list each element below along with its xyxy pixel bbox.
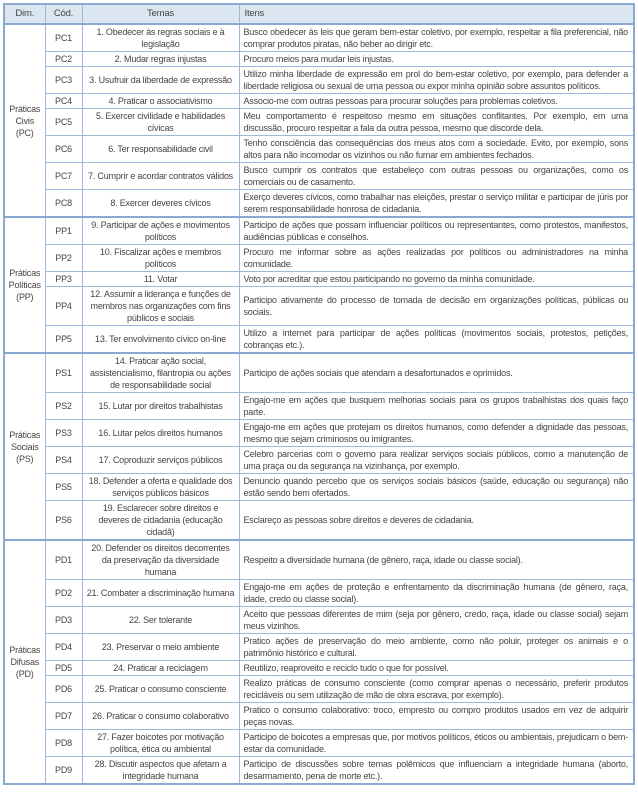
theme-cell: 24. Praticar a reciclagem xyxy=(82,661,239,676)
table-row xyxy=(4,474,634,501)
theme-cell: 5. Exercer civilidade e habilidades cívicas xyxy=(82,109,239,136)
code-cell: PD1 xyxy=(45,540,82,580)
table-row xyxy=(4,287,634,326)
theme-cell: 27. Fazer boicotes por motivação política, ética ou ambiental xyxy=(82,730,239,757)
code-cell: PS2 xyxy=(45,393,82,420)
table-row xyxy=(4,136,634,163)
table-row xyxy=(4,163,634,190)
dimension-cell: Práticas Sociais (PS) xyxy=(4,353,45,540)
table-row xyxy=(4,730,634,757)
table-row xyxy=(4,217,634,245)
item-cell: Pratico ações de preservação do meio ambiente, como não poluir, proteger os animais e o patrimônio histórico e cultural. xyxy=(239,634,634,661)
item-cell: Engajo-me em ações de proteção e enfrentamento da discriminação humana (de gênero, raça, idade, credo ou classe social). xyxy=(239,580,634,607)
table-row xyxy=(4,109,634,136)
table-row xyxy=(4,501,634,541)
item-cell: Utilizo a internet para participar de ações políticas (movimentos sociais, protestos, petições, cobranças etc.). xyxy=(239,326,634,354)
code-cell: PC1 xyxy=(45,24,82,52)
code-cell: PD4 xyxy=(45,634,82,661)
item-cell: Reutilizo, reaproveito e reciclo tudo o que for possível. xyxy=(239,661,634,676)
theme-cell: 17. Coproduzir serviços públicos xyxy=(82,447,239,474)
item-cell: Participo ativamente do processo de tomada de decisão em organizações políticas, públicas ou sociais. xyxy=(239,287,634,326)
item-cell: Esclareço as pessoas sobre direitos e deveres de cidadania. xyxy=(239,501,634,541)
theme-cell: 8. Exercer deveres cívicos xyxy=(82,190,239,218)
code-cell: PP2 xyxy=(45,245,82,272)
theme-cell: 28. Discutir aspectos que afetam a integridade humana xyxy=(82,757,239,785)
table-body xyxy=(4,24,634,784)
item-cell: Voto por acreditar que estou participando no governo da minha comunidade. xyxy=(239,272,634,287)
item-cell: Associo-me com outras pessoas para procurar soluções para problemas coletivos. xyxy=(239,94,634,109)
code-cell: PD7 xyxy=(45,703,82,730)
code-cell: PC8 xyxy=(45,190,82,218)
theme-cell: 1. Obedecer às regras sociais e à legislação xyxy=(82,24,239,52)
code-cell: PD5 xyxy=(45,661,82,676)
item-cell: Participo de ações que possam influenciar políticos ou representantes, como protestos, manifestos, audiências públicas e conselhos. xyxy=(239,217,634,245)
table-row xyxy=(4,420,634,447)
theme-cell: 3. Usufruir da liberdade de expressão xyxy=(82,67,239,94)
table-row xyxy=(4,676,634,703)
column-header-cod: Cód. xyxy=(45,4,82,24)
table-row xyxy=(4,607,634,634)
item-cell: Exerço deveres cívicos, como trabalhar nas eleições, prestar o serviço militar e participar de júris por serem responsabilidade honrosa de cidadania. xyxy=(239,190,634,218)
theme-cell: 14. Praticar ação social, assistencialismo, filantropia ou ações de responsabilidade social xyxy=(82,353,239,393)
code-cell: PD8 xyxy=(45,730,82,757)
item-cell: Engajo-me em ações que busquem melhorias sociais para os grupos trabalhistas dos quais faço parte. xyxy=(239,393,634,420)
item-cell: Denuncio quando percebo que os serviços sociais básicos (saúde, educação ou segurança) não estão sendo bem ofertados. xyxy=(239,474,634,501)
table-row xyxy=(4,393,634,420)
dimension-cell: Práticas Políticas (PP) xyxy=(4,217,45,353)
code-cell: PP4 xyxy=(45,287,82,326)
theme-cell: 22. Ser tolerante xyxy=(82,607,239,634)
table-row xyxy=(4,757,634,785)
table-row xyxy=(4,190,634,218)
column-header-itens: Itens xyxy=(239,4,634,24)
code-cell: PS1 xyxy=(45,353,82,393)
table-row xyxy=(4,353,634,393)
column-header-temas: Temas xyxy=(82,4,239,24)
theme-cell: 11. Votar xyxy=(82,272,239,287)
table-header xyxy=(4,4,634,24)
item-cell: Celebro parcerias com o governo para realizar serviços sociais públicos, como a manutenção de uma praça ou da segurança na vizinhança, por exemplo. xyxy=(239,447,634,474)
table-row xyxy=(4,67,634,94)
code-cell: PS5 xyxy=(45,474,82,501)
theme-cell: 10. Fiscalizar ações e membros políticos xyxy=(82,245,239,272)
theme-cell: 12. Assumir a liderança e funções de membros nas organizações com fins públicos e sociais xyxy=(82,287,239,326)
table-row xyxy=(4,703,634,730)
code-cell: PC3 xyxy=(45,67,82,94)
theme-cell: 13. Ter envolvimento cívico on-line xyxy=(82,326,239,354)
code-cell: PP3 xyxy=(45,272,82,287)
theme-cell: 9. Participar de ações e movimentos políticos xyxy=(82,217,239,245)
table-row xyxy=(4,326,634,354)
item-cell: Participo de discussões sobre temas polêmicos que influenciam a integridade humana (aborto, desarmamento, pena de morte etc.). xyxy=(239,757,634,785)
dimension-cell: Práticas Difusas (PD) xyxy=(4,540,45,784)
code-cell: PC6 xyxy=(45,136,82,163)
theme-cell: 19. Esclarecer sobre direitos e deveres de cidadania (educação cidadã) xyxy=(82,501,239,541)
code-cell: PP5 xyxy=(45,326,82,354)
theme-cell: 21. Combater a discriminação humana xyxy=(82,580,239,607)
code-cell: PD3 xyxy=(45,607,82,634)
table-row xyxy=(4,634,634,661)
item-cell: Utilizo minha liberdade de expressão em prol do bem-estar coletivo, por exemplo, para defender a liberdade religiosa ou sexual de uma pessoa ou expor minha opinião sobre assuntos políticos. xyxy=(239,67,634,94)
citizenship-practices-table xyxy=(3,3,635,785)
theme-cell: 26. Praticar o consumo colaborativo xyxy=(82,703,239,730)
theme-cell: 20. Defender os direitos decorrentes da preservação da diversidade humana xyxy=(82,540,239,580)
table-row xyxy=(4,540,634,580)
code-cell: PC2 xyxy=(45,52,82,67)
table-row xyxy=(4,272,634,287)
code-cell: PC7 xyxy=(45,163,82,190)
theme-cell: 7. Cumprir e acordar contratos válidos xyxy=(82,163,239,190)
theme-cell: 25. Praticar o consumo consciente xyxy=(82,676,239,703)
theme-cell: 15. Lutar por direitos trabalhistas xyxy=(82,393,239,420)
item-cell: Busco obedecer às leis que geram bem-estar coletivo, por exemplo, respeitar a fila preferencial, não comprar produtos piratas, não beber ao dirigir etc. xyxy=(239,24,634,52)
code-cell: PS6 xyxy=(45,501,82,541)
code-cell: PD6 xyxy=(45,676,82,703)
item-cell: Participo de boicotes a empresas que, por motivos políticos, éticos ou ambientais, prejudicam o bem-estar da comunidade. xyxy=(239,730,634,757)
code-cell: PD9 xyxy=(45,757,82,785)
code-cell: PC5 xyxy=(45,109,82,136)
code-cell: PS3 xyxy=(45,420,82,447)
item-cell: Pratico o consumo colaborativo: troco, empresto ou compro produtos usados em vez de adquirir peças novas. xyxy=(239,703,634,730)
item-cell: Busco cumprir os contratos que estabeleço com outras pessoas ou organizações, como os comerciais ou de casamento. xyxy=(239,163,634,190)
table-row xyxy=(4,580,634,607)
table-row xyxy=(4,661,634,676)
item-cell: Tenho consciência das consequências dos meus atos com a sociedade. Evito, por exemplo, sons altos para não incomodar os vizinhos ou não fumar em ambientes fechados. xyxy=(239,136,634,163)
code-cell: PS4 xyxy=(45,447,82,474)
dimension-cell: Práticas Civis (PC) xyxy=(4,24,45,217)
theme-cell: 6. Ter responsabilidade civil xyxy=(82,136,239,163)
item-cell: Engajo-me em ações que protejam os direitos humanos, como defender a dignidade das pessoas, mesmo que sejam criminosos ou imigrantes. xyxy=(239,420,634,447)
header-row xyxy=(4,4,634,24)
theme-cell: 4. Praticar o associativismo xyxy=(82,94,239,109)
code-cell: PD2 xyxy=(45,580,82,607)
theme-cell: 2. Mudar regras injustas xyxy=(82,52,239,67)
item-cell: Respeito a diversidade humana (de gênero, raça, idade ou classe social). xyxy=(239,540,634,580)
item-cell: Realizo práticas de consumo consciente (como comprar apenas o necessário, preferir produtos recicláveis ou sem utilização de mão de obra escrava, por exemplo). xyxy=(239,676,634,703)
item-cell: Meu comportamento é respeitoso mesmo em situações conflitantes. Por exemplo, em uma discussão, procuro respeitar a fala da outra pessoa, mesmo que discorde dela. xyxy=(239,109,634,136)
table-row xyxy=(4,24,634,52)
column-header-dim: Dim. xyxy=(4,4,45,24)
item-cell: Participo de ações sociais que atendam a desafortunados e oprimidos. xyxy=(239,353,634,393)
table-row xyxy=(4,447,634,474)
code-cell: PC4 xyxy=(45,94,82,109)
table-row xyxy=(4,245,634,272)
theme-cell: 18. Defender a oferta e qualidade dos serviços públicos básicos xyxy=(82,474,239,501)
item-cell: Aceito que pessoas diferentes de mim (seja por gênero, credo, raça, idade ou classe social) sejam meus vizinhos. xyxy=(239,607,634,634)
item-cell: Procuro meios para mudar leis injustas. xyxy=(239,52,634,67)
theme-cell: 16. Lutar pelos direitos humanos xyxy=(82,420,239,447)
item-cell: Procuro me informar sobre as ações realizadas por políticos ou administradores na minha comunidade. xyxy=(239,245,634,272)
table-row xyxy=(4,52,634,67)
table-row xyxy=(4,94,634,109)
code-cell: PP1 xyxy=(45,217,82,245)
theme-cell: 23. Preservar o meio ambiente xyxy=(82,634,239,661)
